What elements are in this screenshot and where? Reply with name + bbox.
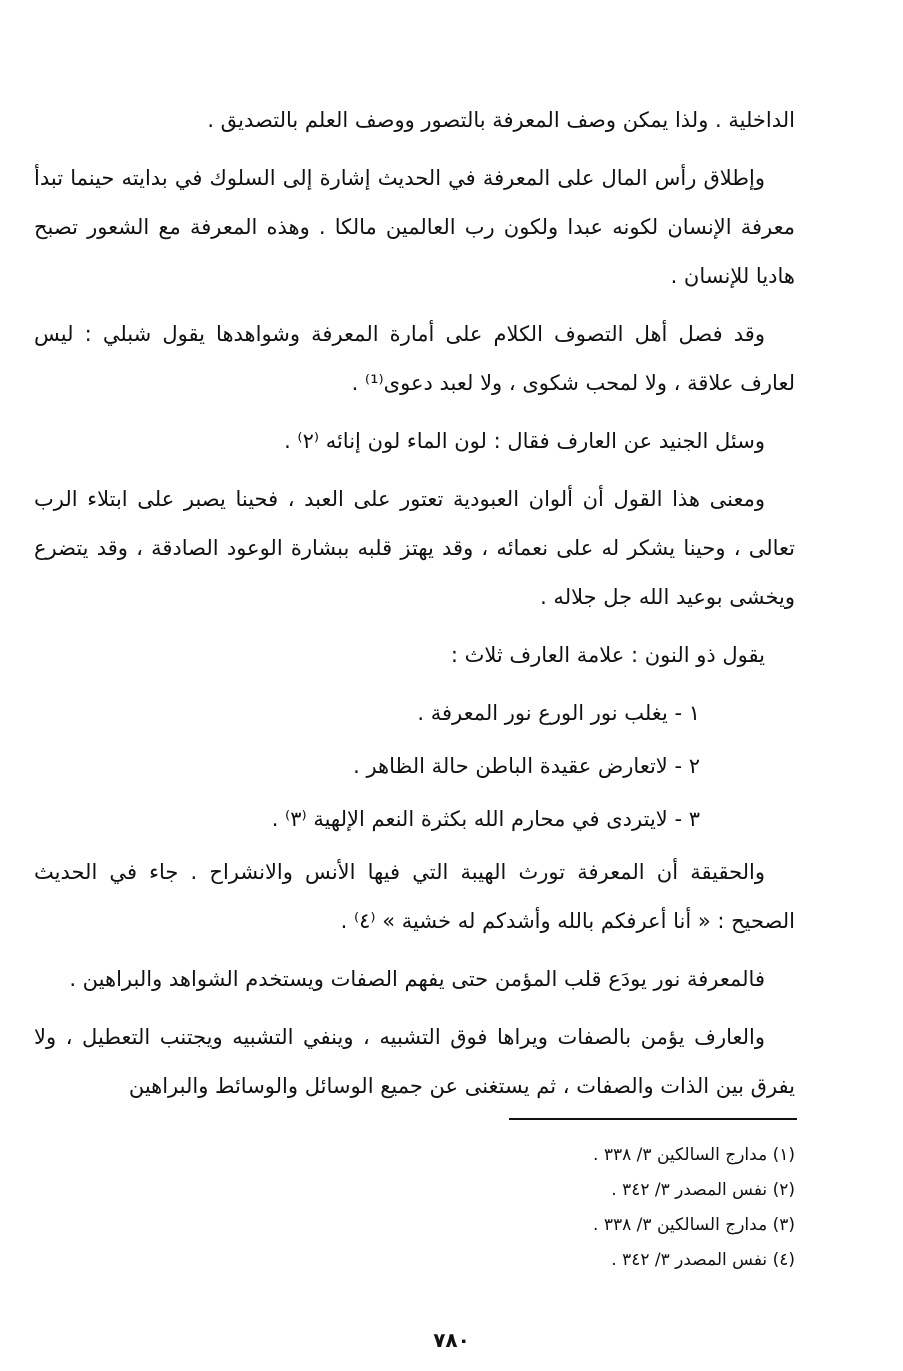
page-number: ٧٨٠: [433, 1328, 470, 1352]
footnote-3: (٣) مدارج السالكين ٣/ ٣٣٨ .: [593, 1215, 795, 1235]
list-item-2: ٢ - لاتعارض عقيدة الباطن حالة الظاهر .: [353, 754, 700, 778]
paragraph-dhul-nun-intro: يقول ذو النون : علامة العارف ثلاث :: [450, 643, 765, 667]
footnote-2: (٢) نفس المصدر ٣/ ٣٤٢ .: [611, 1180, 795, 1200]
paragraph-junayd-quote: وسئل الجنيد عن العارف فقال : لون الماء لون إنائه ⁽٢⁾ .: [284, 429, 765, 453]
footnote-4: (٤) نفس المصدر ٣/ ٣٤٢ .: [611, 1250, 795, 1270]
paragraph-light-of-knowledge: فالمعرفة نور يودَع قلب المؤمن حتى يفهم الصفات ويستخدم الشواهد والبراهين .: [69, 967, 765, 991]
paragraph-hadith: والحقيقة أن المعرفة تورث الهيبة التي فيها الأنس والانشراح . جاء في الحديث الصحيح : « أنا أعرفكم بالله وأشدكم له خشية » ⁽٤⁾ .: [34, 860, 795, 933]
list-item-3: ٣ - لايتردى في محارم الله بكثرة النعم الإلهية ⁽٣⁾ .: [271, 807, 700, 831]
footnote-divider: [509, 1118, 797, 1120]
paragraph-meaning: ومعنى هذا القول أن ألوان العبودية تعتور على العبد ، فحينا يصبر على ابتلاء الرب تعالى ، وحينا يشكر له على نعمائه ، وقد يهتز قلبه ببشارة الوعود الصادقة ، وقد يتضرع ويخشى بوعيد الله جل جلاله .: [34, 487, 795, 609]
paragraph-shibli-quote: وقد فصل أهل التصوف الكلام على أمارة المعرفة وشواهدها يقول شبلي : ليس لعارف علاقة ، ولا لمحب شكوى ، ولا لعبد دعوى⁽¹⁾ .: [34, 322, 795, 395]
paragraph-the-knower: والعارف يؤمن بالصفات ويراها فوق التشبيه ، وينفي التشبيه ويجتنب التعطيل ، ولا يفرق بين الذات والصفات ، ثم يستغنى عن جميع الوسائل والوسائط والبراهين: [34, 1025, 795, 1098]
list-item-1: ١ - يغلب نور الورع نور المعرفة .: [417, 701, 700, 725]
footnote-1: (١) مدارج السالكين ٣/ ٣٣٨ .: [593, 1145, 795, 1165]
main-text: [34, 96, 795, 1120]
paragraph-continuation: الداخلية . ولذا يمكن وصف المعرفة بالتصور ووصف العلم بالتصديق .: [207, 108, 795, 132]
footnotes: [195, 1138, 795, 1278]
paragraph-capital-of-knowledge: وإطلاق رأس المال على المعرفة في الحديث إشارة إلى السلوك في بدايته حينما تبدأ معرفة الإنسان لكونه عبدا ولكون رب العالمين مالكا . وهذه المعرفة مع الشعور تصبح هاديا للإنسان .: [34, 166, 795, 288]
